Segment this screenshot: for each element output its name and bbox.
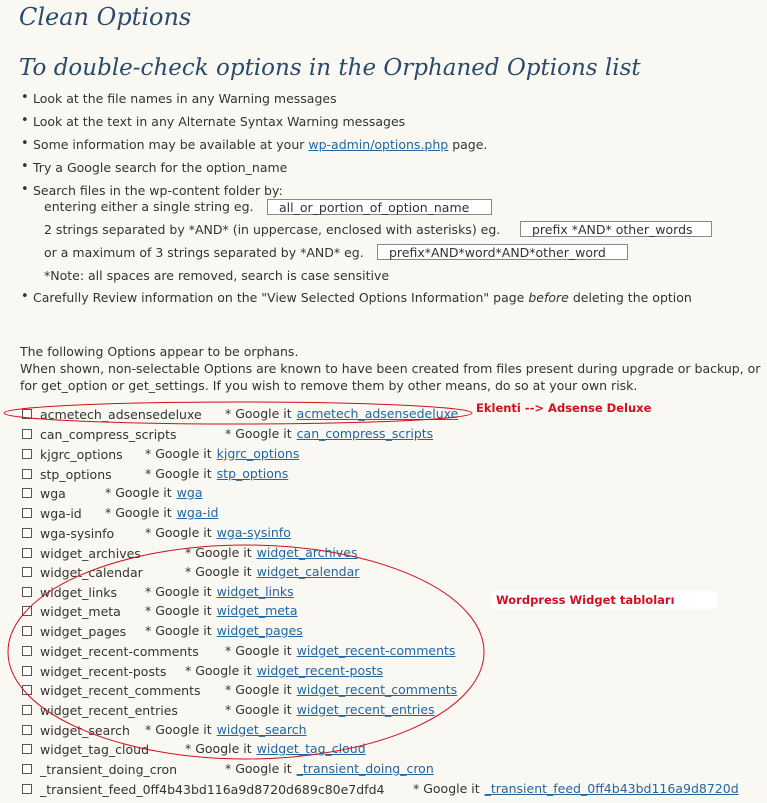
- google-it-link[interactable]: wga-sysinfo: [216, 525, 291, 540]
- google-it-link[interactable]: wga-id: [176, 505, 219, 520]
- option-checkbox[interactable]: [22, 528, 32, 538]
- search-single-input[interactable]: all_or_portion_of_option_name: [267, 199, 492, 215]
- google-it: [185, 663, 383, 678]
- option-name: widget_pages: [40, 624, 127, 639]
- google-it-link[interactable]: widget_recent-posts: [256, 663, 384, 678]
- option-checkbox[interactable]: [22, 784, 32, 794]
- widgets-annotation: Wordpress Widget tabloları: [492, 591, 717, 609]
- option-checkbox[interactable]: [22, 488, 32, 498]
- option-checkbox[interactable]: [22, 764, 32, 774]
- section-title: To double-check options in the Orphaned Options list: [19, 55, 641, 81]
- search-three-label: or a maximum of 3 strings separated by *AND* eg.: [44, 245, 364, 260]
- google-it: [145, 623, 303, 638]
- google-it-link[interactable]: widget_links: [216, 584, 294, 599]
- google-it: [413, 781, 739, 796]
- adsense-annotation: Eklenti --> Adsense Deluxe: [476, 401, 652, 415]
- option-name: widget_recent-posts: [40, 664, 167, 679]
- google-it-label: * Google it: [185, 663, 252, 678]
- google-it: [185, 545, 357, 560]
- google-it-link[interactable]: widget_recent-comments: [296, 643, 456, 658]
- google-it-link[interactable]: can_compress_scripts: [296, 426, 434, 441]
- option-checkbox[interactable]: [22, 449, 32, 459]
- google-it-label: * Google it: [413, 781, 480, 796]
- bullet-review: • Carefully Review information on the "View Selected Options Information" page before deleting the option: [21, 290, 692, 305]
- google-it: [105, 485, 202, 500]
- search-note: *Note: all spaces are removed, search is case sensitive: [44, 268, 390, 283]
- option-name: kjgrc_options: [40, 447, 123, 462]
- option-checkbox[interactable]: [22, 626, 32, 636]
- option-name: wga-id: [40, 506, 82, 521]
- google-it-label: * Google it: [225, 761, 292, 776]
- google-it-label: * Google it: [225, 682, 292, 697]
- google-it-link[interactable]: wga: [176, 485, 203, 500]
- google-it-link[interactable]: widget_calendar: [256, 564, 360, 579]
- option-checkbox[interactable]: [22, 548, 32, 558]
- google-it-link[interactable]: widget_recent_entries: [296, 702, 435, 717]
- search-two-input[interactable]: prefix *AND* other_words: [520, 221, 712, 237]
- google-it-label: * Google it: [145, 623, 212, 638]
- option-name: _transient_doing_cron: [40, 762, 178, 777]
- google-it: [105, 505, 218, 520]
- google-it-label: * Google it: [145, 722, 212, 737]
- google-it-link[interactable]: widget_recent_comments: [296, 682, 458, 697]
- google-it: [145, 584, 294, 599]
- option-name: widget_meta: [40, 604, 121, 619]
- google-it-label: * Google it: [145, 603, 212, 618]
- google-it: [225, 426, 433, 441]
- google-it-link[interactable]: widget_archives: [256, 545, 358, 560]
- option-name: widget_search: [40, 723, 130, 738]
- google-it-label: * Google it: [225, 426, 292, 441]
- google-it-label: * Google it: [225, 643, 292, 658]
- orphans-intro: The following Options appear to be orphans.: [20, 344, 299, 359]
- option-checkbox[interactable]: [22, 725, 32, 735]
- google-it-link[interactable]: stp_options: [216, 466, 289, 481]
- google-it-link[interactable]: _transient_feed_0ff4b43bd116a9d8720d: [484, 781, 739, 796]
- option-name: widget_links: [40, 585, 118, 600]
- google-it-label: * Google it: [145, 525, 212, 540]
- google-it: [145, 525, 291, 540]
- google-it-label: * Google it: [225, 406, 292, 421]
- search-single-label: entering either a single string eg.: [44, 199, 254, 214]
- option-name: wga: [40, 486, 66, 501]
- google-it: [225, 761, 434, 776]
- google-it: [145, 466, 288, 481]
- option-name: widget_calendar: [40, 565, 143, 580]
- option-name: acmetech_adsensedeluxe: [40, 407, 202, 422]
- option-name: widget_recent-comments: [40, 644, 199, 659]
- option-checkbox[interactable]: [22, 666, 32, 676]
- option-checkbox[interactable]: [22, 705, 32, 715]
- google-it-label: * Google it: [185, 564, 252, 579]
- bullet-google-search: • Try a Google search for the option_name: [21, 160, 287, 175]
- google-it: [225, 682, 457, 697]
- google-it: [185, 564, 359, 579]
- bullet-search-files: • Search files in the wp-content folder by:: [21, 183, 283, 198]
- google-it: [145, 603, 298, 618]
- orphans-warning: for get_option or get_settings. If you wish to remove them by other means, do so at your own risk.: [20, 378, 638, 393]
- google-it-label: * Google it: [145, 584, 212, 599]
- option-name: widget_recent_entries: [40, 703, 178, 718]
- google-it: [185, 741, 366, 756]
- bullet-warning-messages: • Look at the file names in any Warning messages: [21, 91, 337, 106]
- search-three-input[interactable]: prefix*AND*word*AND*other_word: [377, 244, 628, 260]
- orphans-note: When shown, non-selectable Options are known to have been created from files present during upgrade or backup, or: [20, 361, 761, 376]
- option-name: widget_recent_comments: [40, 683, 201, 698]
- option-checkbox[interactable]: [22, 646, 32, 656]
- google-it-label: * Google it: [185, 741, 252, 756]
- google-it-link[interactable]: widget_tag_cloud: [256, 741, 366, 756]
- search-two-label: 2 strings separated by *AND* (in uppercase, enclosed with asterisks) eg.: [44, 222, 501, 237]
- option-name: wga-sysinfo: [40, 526, 115, 541]
- bullet-alt-syntax: • Look at the text in any Alternate Syntax Warning messages: [21, 114, 405, 129]
- options-php-link[interactable]: wp-admin/options.php: [308, 137, 449, 152]
- google-it-label: * Google it: [145, 446, 212, 461]
- option-checkbox[interactable]: [22, 508, 32, 518]
- google-it-label: * Google it: [105, 505, 172, 520]
- option-checkbox[interactable]: [22, 606, 32, 616]
- option-name: stp_options: [40, 467, 112, 482]
- google-it-label: * Google it: [185, 545, 252, 560]
- google-it-link[interactable]: widget_meta: [216, 603, 298, 618]
- option-checkbox[interactable]: [22, 744, 32, 754]
- google-it: [225, 702, 435, 717]
- google-it: [225, 406, 458, 421]
- bullet-options-page: • Some information may be available at your wp-admin/options.php page.: [21, 137, 487, 152]
- option-checkbox[interactable]: [22, 409, 32, 419]
- google-it-link[interactable]: _transient_doing_cron: [296, 761, 434, 776]
- option-name: can_compress_scripts: [40, 427, 177, 442]
- google-it: [145, 722, 307, 737]
- google-it: [225, 643, 455, 658]
- option-name: _transient_feed_0ff4b43bd116a9d8720d689c80e7dfd4: [40, 782, 385, 797]
- option-checkbox[interactable]: [22, 587, 32, 597]
- option-checkbox[interactable]: [22, 685, 32, 695]
- option-name: widget_tag_cloud: [40, 742, 150, 757]
- google-it-label: * Google it: [145, 466, 212, 481]
- google-it-link[interactable]: kjgrc_options: [216, 446, 300, 461]
- google-it: [145, 446, 299, 461]
- google-it-label: * Google it: [225, 702, 292, 717]
- option-checkbox[interactable]: [22, 469, 32, 479]
- google-it-link[interactable]: acmetech_adsensedeluxe: [296, 406, 459, 421]
- option-checkbox[interactable]: [22, 429, 32, 439]
- option-checkbox[interactable]: [22, 567, 32, 577]
- google-it-link[interactable]: widget_search: [216, 722, 307, 737]
- option-name: widget_archives: [40, 546, 141, 561]
- google-it-label: * Google it: [105, 485, 172, 500]
- page-title: Clean Options: [19, 3, 192, 31]
- google-it-link[interactable]: widget_pages: [216, 623, 303, 638]
